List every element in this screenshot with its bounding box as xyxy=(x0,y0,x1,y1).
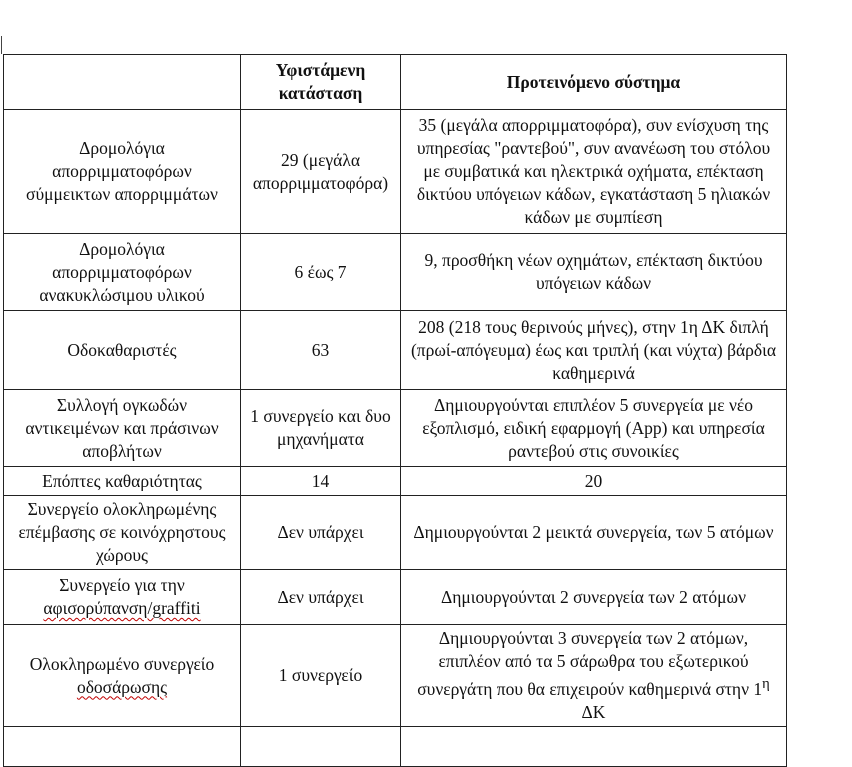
service-line: Συνεργείο για την xyxy=(59,575,185,595)
current-cell: 29 (μεγάλα απορριμματοφόρα) xyxy=(241,110,401,234)
header-current-state: Υφιστάμενη κατάσταση xyxy=(241,55,401,110)
proposed-cell: 20 xyxy=(401,467,787,496)
proposed-cell xyxy=(401,625,787,727)
empty-cell xyxy=(4,727,241,767)
proposed-cell: Δημιουργούνται επιπλέον 5 συνεργεία με νέο εξοπλισμό, ειδική εφαρμογή (App) και υπηρεσία ραντεβού στις συνοικίες xyxy=(401,390,787,467)
empty-cell xyxy=(401,727,787,767)
table-header-row xyxy=(4,55,787,110)
proposed-cell: 9, προσθήκη νέων οχημάτων, επέκταση δικτύου υπόγειων κάδων xyxy=(401,234,787,311)
proposed-cell: 35 (μεγάλα απορριμματοφόρα), συν ενίσχυση της υπηρεσίας "ραντεβού", συν ανανέωση του στόλου με συμβατικά και ηλεκτρικά οχήματα, επέκταση δικτύου υπόγειων κάδων, εγκατάσταση 5 ηλιακών κάδων με συμπίεση xyxy=(401,110,787,234)
table-row xyxy=(4,496,787,570)
service-line: Ολοκληρωμένο συνεργείο xyxy=(29,653,215,674)
proposed-cell: Δημιουργούνται 2 μεικτά συνεργεία, των 5 ατόμων xyxy=(401,496,787,570)
table-row xyxy=(4,625,787,727)
current-cell: 1 συνεργείο και δυο μηχανήματα xyxy=(241,390,401,467)
current-cell: 63 xyxy=(241,311,401,390)
service-cell xyxy=(4,570,241,625)
services-comparison-table xyxy=(3,54,787,767)
current-cell: 1 συνεργείο xyxy=(241,625,401,727)
table-row xyxy=(4,570,787,625)
service-cell: Δρομολόγια απορριμματοφόρων ανακυκλώσιμου υλικού xyxy=(4,234,241,311)
spellcheck-underlined-text: οδοσάρωσης xyxy=(76,676,168,697)
header-blank-cell xyxy=(4,55,241,110)
empty-cell xyxy=(241,727,401,767)
service-cell: Συλλογή ογκωδών αντικειμένων και πράσινων αποβλήτων xyxy=(4,390,241,467)
current-cell: 6 έως 7 xyxy=(241,234,401,311)
current-cell: 14 xyxy=(241,467,401,496)
current-cell: Δεν υπάρχει xyxy=(241,570,401,625)
current-cell: Δεν υπάρχει xyxy=(241,496,401,570)
table-row xyxy=(4,311,787,390)
margin-mark xyxy=(1,36,2,54)
header-proposed-system: Προτεινόμενο σύστημα xyxy=(401,55,787,110)
service-cell xyxy=(4,625,241,727)
service-cell: Δρομολόγια απορριμματοφόρων σύμμεικτων απορριμμάτων xyxy=(4,110,241,234)
table-row xyxy=(4,110,787,234)
ordinal-superscript: η xyxy=(762,676,770,693)
table-row xyxy=(4,390,787,467)
proposed-cell: Δημιουργούνται 2 συνεργεία των 2 ατόμων xyxy=(401,570,787,625)
service-cell: Συνεργείο ολοκληρωμένης επέμβασης σε κοινόχρηστους χώρους xyxy=(4,496,241,570)
service-cell: Οδοκαθαριστές xyxy=(4,311,241,390)
table-row xyxy=(4,467,787,496)
proposed-text-end: ΔΚ xyxy=(581,701,606,722)
table-row xyxy=(4,234,787,311)
service-cell: Επόπτες καθαριότητας xyxy=(4,467,241,496)
proposed-text: Δημιουργούνται 3 συνεργεία των 2 ατόμων, επιπλέον από τα 5 σάρωθρα του εξωτερικού συνεργάτη που θα επιχειρούν καθημερινά στην 1 xyxy=(417,628,763,699)
table-row-partial xyxy=(4,727,787,767)
spellcheck-underlined-text: αφισορύπανση/graffiti xyxy=(43,598,201,618)
proposed-cell: 208 (218 τους θερινούς μήνες), στην 1η ΔΚ διπλή (πρωί-απόγευμα) έως και τριπλή (και νύχτα) βάρδια καθημερινά xyxy=(401,311,787,390)
